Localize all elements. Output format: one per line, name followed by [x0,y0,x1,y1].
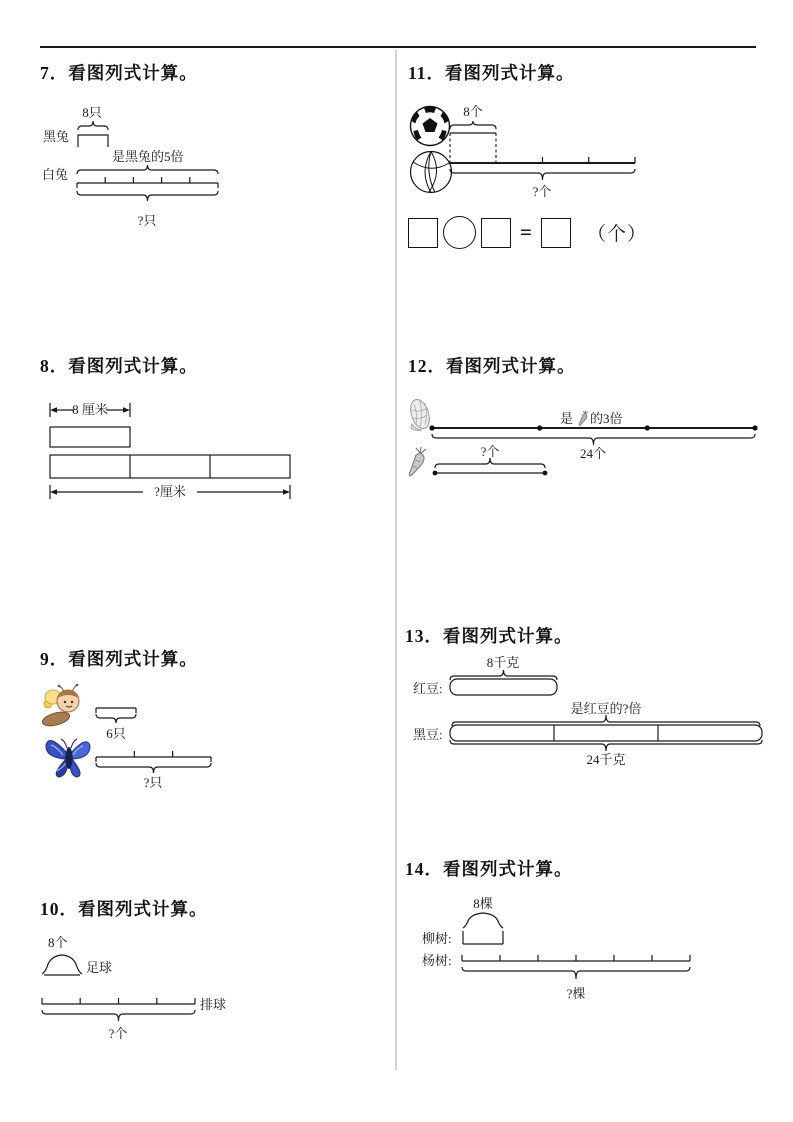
p13-row2-label: 黑豆: [413,727,443,742]
carrot-icon [409,447,426,476]
p7-white-rabbit-bar [77,177,218,188]
p13-multiple-label: 是红豆的?倍 [570,701,642,716]
problem-9-title: 9．看图列式计算。 [40,649,198,669]
problem-7-title: 7．看图列式计算。 [40,63,198,83]
p11-soccer-brace [450,121,496,133]
problem-9-diagram [40,683,250,793]
corn-icon [407,397,432,431]
p11-equals-sign: = [520,220,532,244]
p14-question-brace [462,967,690,979]
p13-black-bean-brace [452,715,760,726]
p11-equation-row [408,216,647,249]
p11-dashed-guides [450,133,496,163]
p8-short-bar [50,427,130,447]
p7-row2-label: 白兔 [42,167,69,182]
carrot-icon-inline [579,411,588,426]
p11-equation-box-1 [408,218,438,248]
problem-14-title: 14．看图列式计算。 [405,859,573,879]
p13-red-bean-bar [450,679,557,695]
problem-11-diagram [405,100,665,200]
p14-question-label: ?棵 [566,986,586,1001]
p8-long-bar [50,455,290,478]
p14-count-label: 8棵 [473,896,493,911]
p11-unit-label: （个） [586,224,647,245]
p11-operator-circle [443,216,476,249]
p13-total-brace [450,740,762,751]
p13-black-bean-bar [450,725,762,741]
p14-poplar-line [462,955,690,961]
basketball-icon [411,152,452,193]
problem-7-diagram [40,95,360,235]
p14-row2-label: 杨树: [422,953,452,968]
p7-white-rabbit-top-brace [77,165,218,174]
p12-multiple-suffix: 的3倍 [590,411,623,426]
problem-12-diagram [400,392,775,487]
p7-multiple-label: 是黑兔的5倍 [112,149,184,164]
p7-question-brace [77,191,218,201]
p10-count-label: 8个 [48,935,68,950]
p10-soccer-group-brace [42,955,82,975]
problem-8-diagram [40,398,370,504]
p12-question-label: ?个 [480,444,500,459]
p13-total-label: 24千克 [586,752,626,767]
butterfly-icon [46,739,90,777]
p11-count-label: 8个 [463,104,483,119]
p7-black-rabbit-bar [78,135,108,147]
p7-black-rabbit-brace [78,121,108,130]
p9-row1-line [96,708,136,713]
p10-volleyball-line [42,998,195,1004]
p10-question-label: ?个 [108,1026,128,1041]
p10-question-brace [42,1010,195,1021]
p9-row2-line [96,751,211,762]
column-divider [395,50,397,1070]
problem-11-title: 11．看图列式计算。 [408,63,575,83]
p9-question-label: ?只 [143,775,163,790]
p14-willow-brace [463,913,503,928]
p8-question-label: ?厘米 [154,484,186,499]
p9-row1-brace [96,714,136,723]
problem-12-title: 12．看图列式计算。 [408,356,576,376]
problem-10-diagram [40,928,280,1043]
p8-length-label: 8 厘米 [72,402,108,417]
p14-row1-label: 柳树: [422,931,452,946]
p13-row1-label: 红豆: [413,681,443,696]
p12-top-line [429,425,757,430]
p7-row1-label: 黑兔 [43,129,70,144]
p9-count-label: 6只 [106,726,126,741]
problem-14-diagram [405,888,725,1003]
p10-row2-label: 排球 [200,997,227,1012]
soccer-ball-icon [411,107,450,146]
problem-13-diagram [405,652,775,767]
p11-result-box [541,218,571,248]
p9-row2-brace [96,763,211,773]
problem-10-title: 10．看图列式计算。 [40,899,208,919]
p7-question-label: ?只 [137,213,157,228]
p12-total-label: 24个 [579,446,607,461]
p10-row1-label: 足球 [86,960,113,975]
top-rule [40,46,756,48]
p11-basketball-line [450,157,635,163]
p12-bottom-line [433,471,548,476]
p11-question-brace [450,169,635,180]
p7-count-label: 8只 [82,105,102,120]
p14-willow-bar [463,931,503,944]
p11-equation-box-2 [481,218,511,248]
p12-multiple-prefix: 是 [560,411,574,426]
p13-weight-label: 8千克 [486,655,520,670]
problem-13-title: 13．看图列式计算。 [405,626,573,646]
bee-icon [41,684,79,729]
p12-question-brace [435,458,545,468]
p11-question-label: ?个 [532,184,552,199]
problem-8-title: 8．看图列式计算。 [40,356,198,376]
